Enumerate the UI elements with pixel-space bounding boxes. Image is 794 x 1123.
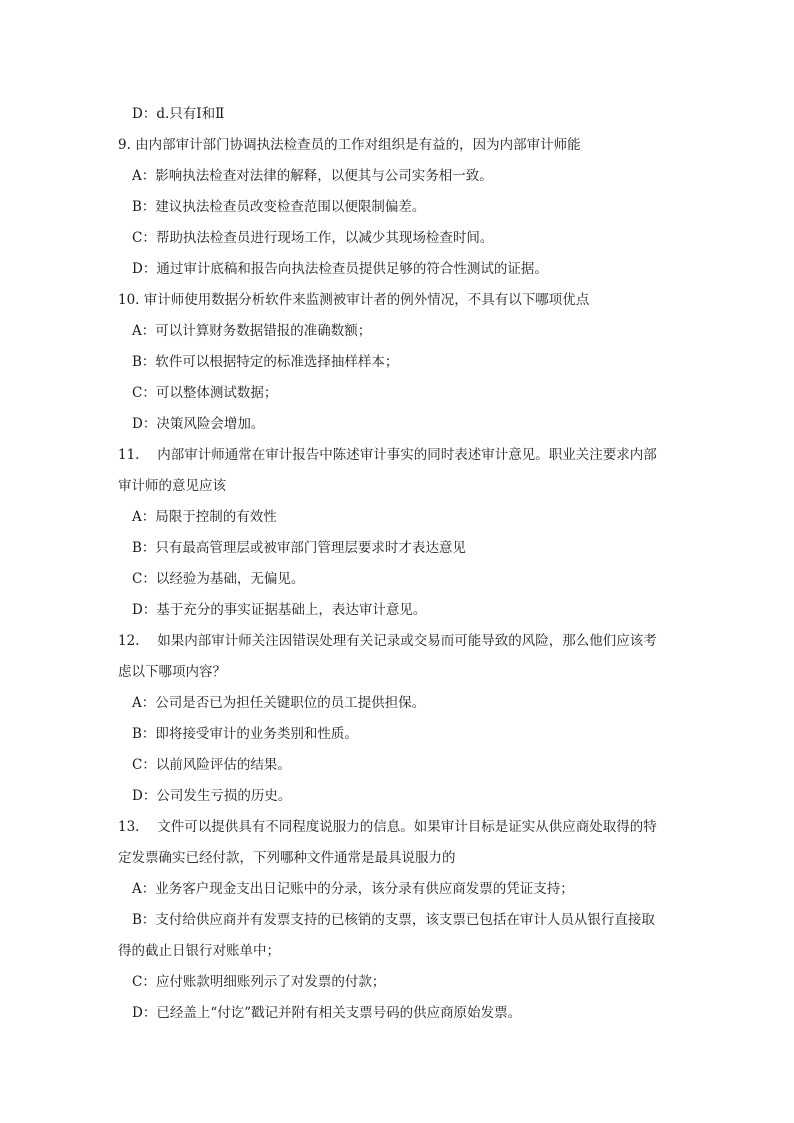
question-line: 审计师的意见应该 [118, 478, 226, 494]
question-line: 9. 由内部审计部门协调执法检查员的工作对组织是有益的，因为内部审计师能 [118, 137, 581, 153]
question-line: 虑以下哪项内容？ [118, 664, 226, 680]
option-line: C：以经验为基础，无偏见。 [132, 571, 305, 587]
option-line: C：应付账款明细账列示了对发票的付款； [132, 974, 386, 990]
option-line: B：即将接受审计的业务类别和性质。 [132, 726, 358, 742]
document-body [118, 99, 678, 1029]
question-line: 11. 内部审计师通常在审计报告中陈述审计事实的同时表述审计意见。职业关注要求内部 [118, 447, 657, 463]
option-line: D：通过审计底稿和报告向执法检查员提供足够的符合性测试的证据。 [132, 261, 548, 277]
option-line: A：影响执法检查对法律的解释，以便其与公司实务相一致。 [132, 168, 493, 184]
option-line: A：公司是否已为担任关键职位的员工提供担保。 [132, 695, 426, 711]
option-line: D：决策风险会增加。 [132, 416, 265, 432]
option-line: D：已经盖上“付讫”戳记并附有相关支票号码的供应商原始发票。 [132, 1005, 522, 1021]
option-line: B：软件可以根据特定的标准选择抽样样本； [132, 354, 399, 370]
question-line: 12. 如果内部审计师关注因错误处理有关记录或交易而可能导致的风险，那么他们应该考 [118, 633, 657, 649]
option-line: A：局限于控制的有效性 [132, 509, 277, 525]
option-line: A：可以计算财务数据错报的准确数额； [132, 323, 372, 339]
question-line: 得的截止日银行对账单中； [118, 943, 280, 959]
option-line: C：可以整体测试数据； [132, 385, 278, 401]
option-line: A：业务客户现金支出日记账中的分录，该分录有供应商发票的凭证支持； [132, 881, 574, 897]
question-line: 13. 文件可以提供具有不同程度说服力的信息。如果审计目标是证实从供应商处取得的特 [118, 819, 657, 835]
question-line: 定发票确实已经付款，下列哪种文件通常是最具说服力的 [118, 850, 456, 866]
option-line: D：基于充分的事实证据基础上，表达审计意见。 [132, 602, 427, 618]
option-line: D：公司发生亏损的历史。 [132, 788, 292, 804]
option-line: D：d.只有Ⅰ和Ⅱ [132, 106, 225, 122]
option-line: C：帮助执法检查员进行现场工作，以减少其现场检查时间。 [132, 230, 494, 246]
question-line: 10. 审计师使用数据分析软件来监测被审计者的例外情况，不具有以下哪项优点 [118, 292, 590, 308]
option-line: B：只有最高管理层或被审部门管理层要求时才表达意见 [132, 540, 466, 556]
option-line: B：支付给供应商并有发票支持的已核销的支票，该支票已包括在审计人员从银行直接取 [132, 912, 655, 928]
option-line: C：以前风险评估的结果。 [132, 757, 291, 773]
option-line: B：建议执法检查员改变检查范围以便限制偏差。 [132, 199, 426, 215]
